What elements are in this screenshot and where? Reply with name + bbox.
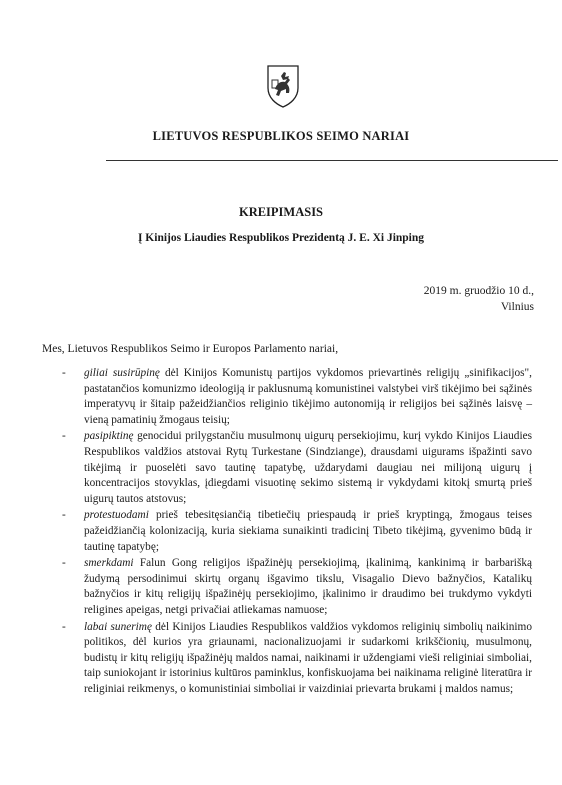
list-item-body: dėl Kinijos Liaudies Respublikos valdžios vykdomos religinių simbolių naikinimo politikos, dėl kurios yra griaunami, nacionalizuojami ir sudarkomi krikščionių, musulmonų, budistų ir kitų religijų išpažinėjų maldos namai, naikinami ir uždengiami vieši religiniai simboliai, taip suniokojant ir istorinius kultūros paminklus, konfiskuojama bei naikinama religinė literatūra ir religiniai reikmenys, o komunistiniai simboliai ir vaizdiniai prievarta brukami į maldos namus; [84, 620, 532, 695]
list-item-body: dėl Kinijos Komunistų partijos vykdomos prievartinės religijų „sinifikacijos", pastatančios komunizmo ideologiją ir paklusnumą komunistinei valstybei virš tikėjimo bei sąžinės imperatyvų ir šitaip pažeidžiančios religinio tikėjimo autonomiją ir religijos bei sąžinės laisvę – vieną pamatinių žmogaus teisių; [84, 367, 532, 426]
organization-heading: LIETUVOS RESPUBLIKOS SEIMO NARIAI [152, 129, 410, 143]
document-date: 2019 m. gruodžio 10 d., [423, 285, 534, 297]
header-divider [106, 160, 558, 161]
list-dash: - [62, 557, 66, 570]
document-title: KREIPIMASIS [238, 205, 324, 219]
list-item-text [84, 556, 532, 618]
list-dash: - [62, 367, 66, 379]
list-item-lead: pasipiktinę [84, 430, 134, 443]
date-block [424, 283, 534, 315]
list-item [40, 508, 532, 555]
intro-paragraph: Mes, Lietuvos Respublikos Seimo ir Europos Parlamento nariai, [42, 343, 339, 355]
list-item [40, 366, 532, 428]
list-item [40, 620, 532, 698]
list-item-body: Falun Gong religijos išpažinėjų persekiojimą, įkalinimą, kankinimą ir barbarišką žudymą persodinimui skirtų organų išgavimo tikslu, Visagalio Dievo bažnyčios, Katalikų bažnyčios ir kitų religijų išpažinėjų persekiojimo, įkalinimo ir draudimo bei trukdymo vykdyti religines apeigas, netgi privačiai atliekamas namuose; [84, 557, 532, 616]
list-item-lead: smerkdami [84, 557, 134, 570]
statement-list [40, 366, 532, 698]
document-subtitle: Į Kinijos Liaudies Respublikos Prezidentą J. E. Xi Jinping [137, 232, 425, 244]
list-item [40, 429, 532, 507]
list-item-body: prieš tebesitęsiančią tibetiečių priespaudą ir prieš kryptingą, žmogaus teises pažeidžiančią kolonizaciją, kuria siekiama sunaikinti tradicinį Tibeto tikėjimą, gyvenimo būdą ir tautinę tapatybę; [84, 509, 532, 553]
list-item-text [84, 508, 532, 555]
list-item-lead: labai sunerimę [84, 620, 152, 633]
list-item-text [84, 366, 532, 428]
list-item-text [84, 429, 532, 507]
list-dash: - [62, 430, 66, 443]
list-item-lead: protestuodami [84, 509, 149, 522]
list-item [40, 556, 532, 618]
document-place: Vilnius [500, 301, 534, 313]
lithuania-coat-of-arms-icon [266, 64, 300, 108]
list-item-body: genocidui prilygstančiu musulmonų uigurų persekiojimu, kurį vykdo Kinijos Liaudies Respublikos valdžios atstovai Rytų Turkestane (Sindziange), drausdami uigurams išpažinti savo tikėjimą ir puoselėti savo tautinę tapatybę, uždarydami daugiau nei milijoną uigurų į koncentracijos stovyklas, įdiegdami visuotinę sekimo sistemą ir vykdydami kitokį smurtą prieš uigurų tautos atstovus; [84, 430, 532, 505]
list-dash: - [62, 620, 66, 633]
list-item-lead: giliai susirūpinę [84, 367, 160, 379]
list-dash: - [62, 509, 66, 522]
list-item-text [84, 620, 532, 698]
